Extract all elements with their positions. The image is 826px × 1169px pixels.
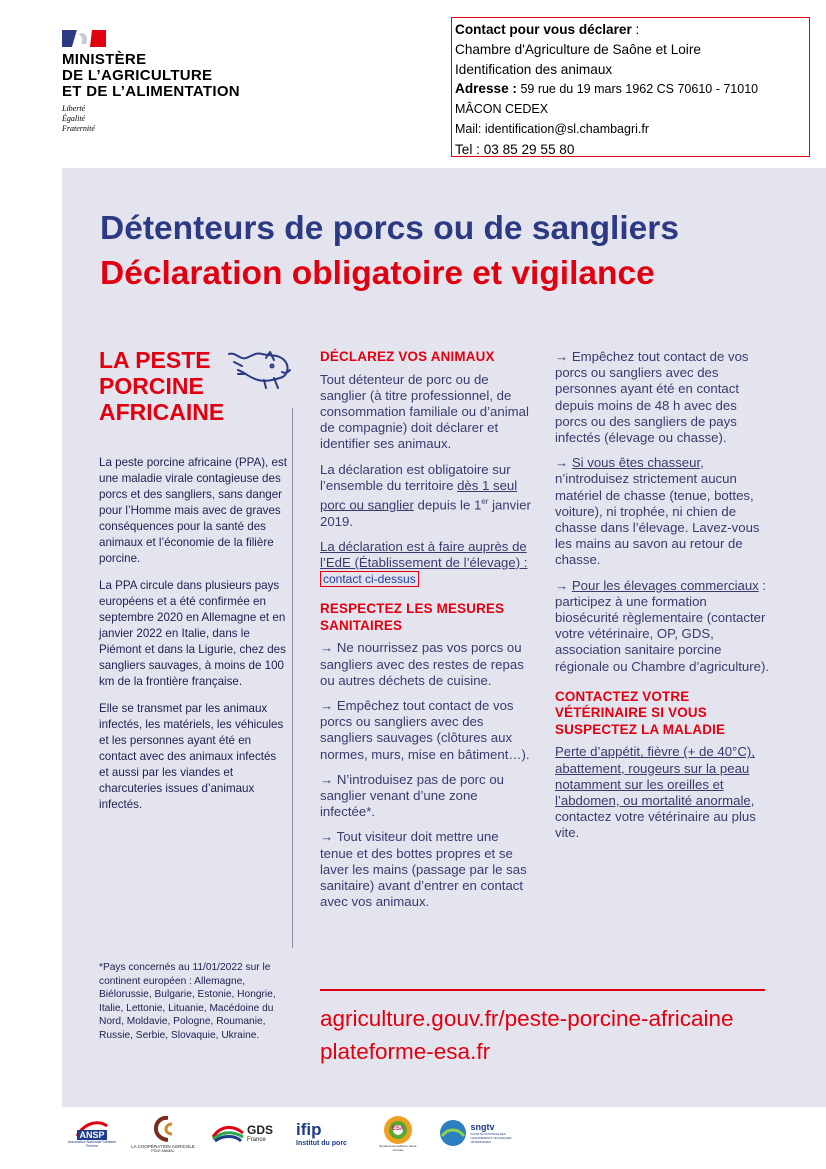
ppa-title xyxy=(99,347,224,425)
devise xyxy=(62,104,95,134)
vigilance-text: , n’introduisez strictement aucun matériel de chasse (tenue, bottes, voiture), ni trophée, ni chien de chasse dans l’élevage. Lavez-vous les mains au savon au retour de chasse. xyxy=(555,455,760,568)
esa-logo xyxy=(376,1108,420,1158)
declare-paragraph xyxy=(320,539,535,588)
gds-icon xyxy=(211,1123,245,1143)
sngtv-label: sngtv xyxy=(470,1122,495,1132)
declare-paragraph xyxy=(320,462,535,530)
ansp-label: ANSP xyxy=(79,1130,105,1140)
ministry-line: DE L’AGRICULTURE xyxy=(62,67,213,84)
ppa-paragraph: La PPA circule dans plusieurs pays européens et a été confirmée en septembre 2020 en Allemagne et en janvier 2022 en Italie, dans le Piémont et dans la Ligurie, chez des sangliers sauvages, à moins de 100 km de la frontière française. xyxy=(99,579,286,688)
vet-heading: CONTACTEZ VOTRE VÉTÉRINAIRE SI VOUS SUSPECTEZ LA MALADIE xyxy=(555,688,726,737)
sanitary-item: → Empêchez tout contact de vos porcs ou sangliers avec des sangliers sauvages (clôtures aux normes, murs, mise en bâtiment…). xyxy=(320,697,530,762)
contact-title: Contact pour vous déclarer xyxy=(455,22,632,37)
contact-address-label: Adresse : xyxy=(455,81,517,97)
declare-text: janvier 2019. xyxy=(320,497,531,529)
sanitary-heading: RESPECTEZ LES MESURES SANITAIRES xyxy=(320,601,505,633)
sanitary-item: → Tout visiteur doit mettre une tenue et des bottes propres et se laver les mains (passage par le sas sanitaire) avant d’entrer en contact avec vos animaux. xyxy=(320,829,527,910)
column-declare xyxy=(320,349,535,919)
contact-tel[interactable]: Tel : 03 85 29 55 80 xyxy=(455,141,575,157)
column-vigilance xyxy=(555,349,770,851)
gds-sub: France xyxy=(246,1137,266,1143)
gds-logo xyxy=(202,1108,282,1158)
countries-note: *Pays concernés au 11/01/2022 sur le continent européen : Allemagne, Biélorussie, Bulgarie, Estonie, Hongrie, Italie, Lettonie, Lituanie, Macédoine du Nord, Moldavie, Pologne, Roumanie, Russie, Serbie, Slovaquie, Ukraine. xyxy=(99,962,276,1041)
ministry-line: ET DE L’ALIMENTATION xyxy=(62,83,240,100)
vigilance-paragraph: → Empêchez tout contact de vos porcs ou sangliers avec des personnes ayant été en contact depuis moins de 48 h avec des porcs ou des sangliers de pays infectés (élevage ou chasse). xyxy=(555,349,749,446)
esa-label: ESA xyxy=(391,1126,405,1132)
ppa-description xyxy=(99,455,289,824)
contact-box xyxy=(451,17,810,157)
title-line-2: Déclaration obligatoire et vigilance xyxy=(100,255,655,292)
contact-city: MÂCON CEDEX xyxy=(455,102,549,117)
contact-service: Identification des animaux xyxy=(455,61,613,77)
arrow-text: → xyxy=(555,577,572,593)
url-agriculture[interactable]: agriculture.gouv.fr/peste-porcine-africaine xyxy=(320,1006,734,1031)
ifip-sub: Institut du porc xyxy=(296,1139,347,1147)
declare-paragraph: Tout détenteur de porc ou de sanglier (à titre professionnel, de consommation familiale ou d’animal de compagnie) doit déclarer et identifier ses animaux. xyxy=(320,371,529,452)
gds-label: GDS xyxy=(246,1123,273,1137)
declare-text: depuis le 1 xyxy=(413,497,482,513)
column-divider xyxy=(292,408,293,948)
ministry-name xyxy=(62,52,240,100)
ppa-paragraph: Elle se transmet par les animaux infectés, les matériels, les véhicules et les personnes ayant été en contact avec des animaux infectés et aussi par les viandes et charcuteries issues d’animaux infectés. xyxy=(99,702,284,811)
title-line-1: Détenteurs de porcs ou de sangliers xyxy=(100,210,679,247)
ppa-title-line: PORCINE xyxy=(99,373,204,399)
ppa-paragraph: La peste porcine africaine (PPA), est une maladie virale contagieuse des porcs et des sangliers, sans danger pour l’Homme mais avec de graves conséquences pour la santé des animaux et l’économie de la filière porcine. xyxy=(99,456,287,565)
sngtv-logo xyxy=(436,1108,516,1158)
contact-ref-box[interactable]: contact ci-dessus xyxy=(320,571,419,587)
ppa-title-line: AFRICAINE xyxy=(99,399,225,425)
declare-text: La déclaration est obligatoire sur l’ensemble du territoire xyxy=(320,461,511,493)
contact-title-suffix: : xyxy=(631,22,640,37)
declare-link[interactable]: dès 1 seul porc ou sanglier xyxy=(320,477,518,513)
ministry-line: MINISTÈRE xyxy=(62,51,147,68)
devise-line: Égalité xyxy=(62,114,86,123)
vigilance-text: : participez à une formation biosécurité règlementaire (contacter votre vétérinaire, OP, GDS, association sanitaire porcine régionale ou Chambre d’agriculture). xyxy=(555,577,770,674)
contact-org: Chambre d'Agriculture de Saône et Loire xyxy=(455,41,701,57)
ansp-sub: Association Nationale Sanitaire Porcine xyxy=(67,1140,117,1148)
ppa-title-line: LA PESTE xyxy=(99,347,211,373)
coop-sub: PÔLE ANIMAL xyxy=(151,1148,175,1153)
marianne-logo-icon xyxy=(62,30,106,47)
url-esa[interactable]: plateforme-esa.fr xyxy=(320,1039,491,1064)
contact-address: 59 rue du 19 mars 1962 CS 70610 - 71010 xyxy=(516,82,759,97)
symptoms-link[interactable]: Perte d’appétit, fièvre (+ de 40°C), abattement, rougeurs sur la peau notamment sur les oreilles et l’abdomen, ou mortalité anormale xyxy=(555,744,755,808)
devise-line: Fraternité xyxy=(62,124,95,133)
declare-sup: er xyxy=(481,496,489,506)
sngtv-globe-icon xyxy=(438,1118,468,1148)
vigilance-paragraph xyxy=(555,578,770,675)
coop-logo xyxy=(130,1108,196,1158)
ede-link[interactable]: La déclaration est à faire auprès de l’EdE (Établissement de l’élevage) : xyxy=(320,538,528,570)
commercial-farms-link[interactable]: Pour les élevages commerciaux xyxy=(571,577,759,593)
boar-icon xyxy=(226,348,294,392)
ansp-logo xyxy=(62,1108,122,1158)
vet-text: , contactez votre vétérinaire au plus vite. xyxy=(555,792,756,841)
devise-line: Liberté xyxy=(62,104,86,113)
declare-heading: DÉCLAREZ VOS ANIMAUX xyxy=(320,349,495,364)
contact-mail[interactable]: Mail: identification@sl.chambagri.fr xyxy=(455,121,650,136)
sanitary-item: → N’introduisez pas de porc ou sanglier venant d’une zone infectée*. xyxy=(320,771,504,820)
ifip-label: ifip xyxy=(296,1119,322,1139)
coop-icon xyxy=(146,1114,180,1144)
vet-paragraph xyxy=(555,744,770,841)
esa-sub: Épidémiosurveillance Santé Animale xyxy=(379,1144,417,1152)
hunter-link[interactable]: Si vous êtes chasseur xyxy=(571,455,701,471)
divider-line xyxy=(320,989,765,991)
sngtv-sub: SOCIÉTÉ NATIONALE DES GROUPEMENTS TECHNIQUES VÉTÉRINAIRES xyxy=(470,1132,512,1144)
sanitary-item: → Ne nourrissez pas vos porcs ou sangliers avec des restes de repas ou autres déchets de cuisine. xyxy=(320,640,524,688)
coop-label: LA COOPÉRATION AGRICOLE xyxy=(131,1143,195,1149)
ifip-logo xyxy=(296,1108,366,1158)
vigilance-paragraph xyxy=(555,455,770,568)
arrow-text: → xyxy=(555,455,572,471)
